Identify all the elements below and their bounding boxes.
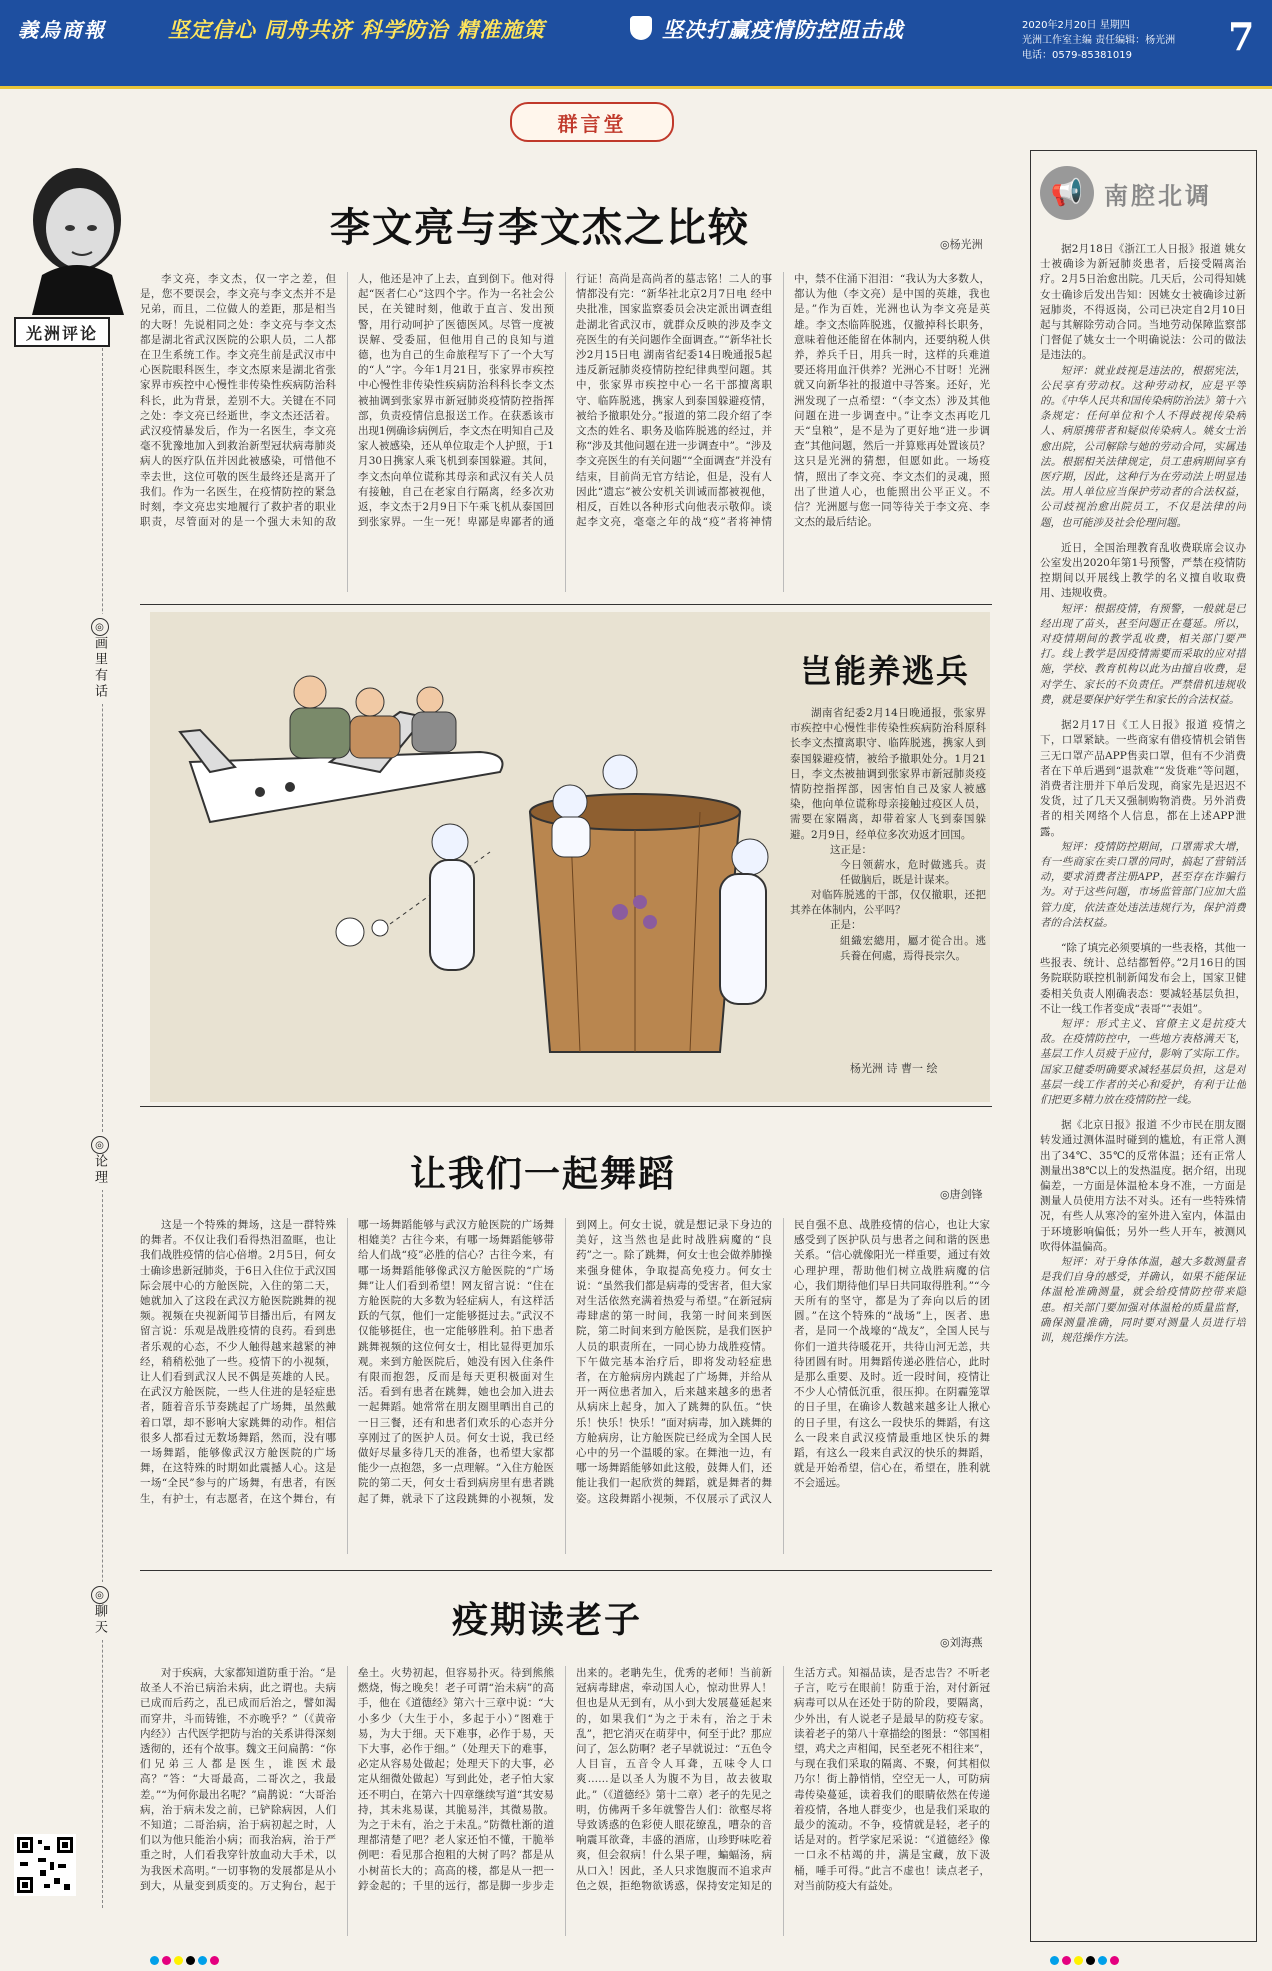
column-badge: [510, 102, 674, 142]
sidebar-news: 近日，全国治理教育乱收费联席会议办公室发出2020年第1号预警，严禁在疫情防控期间以开展线上教学的名义擅自收取费用、违规收费。: [1040, 541, 1246, 600]
tab-bullet-icon: ◎: [91, 1586, 109, 1604]
cartoon-credit: 杨光洲 诗 曹一 绘: [850, 1062, 938, 1075]
color-registration-dots-right: [1050, 1950, 1122, 1969]
sidebar-comment: 短评：形式主义、官僚主义是抗疫大敌。在疫情防控中，一些地方表格满天飞，基层工作人员疲于应付，影响了实际工作。国家卫健委明确要求减轻基层负担，这是对基层一线工作者的关心和爱护，有利于让他们把更多精力放在疫情防控一线。: [1040, 1017, 1246, 1106]
page-number: 7: [1228, 14, 1255, 59]
shield-icon: [630, 16, 652, 40]
issue-date: 2020年2月20日 星期四: [1022, 20, 1130, 31]
sidebar-news: 据2月17日《工人日报》报道 疫情之下，口罩紧缺。一些商家有借疫情机会销售三无口罩产品APP售卖口罩，但有不少消费者在下单后遇到“退款难”“发货难”等问题，消费者注册并下单后发现，商家先是迟迟不发货，过了几天又强制购物消费。另外消费者的相关网络个人信息，都在上述APP泄露。: [1040, 719, 1246, 838]
sidebar-comment: 短评：疫情防控期间，口罩需求大增，有一些商家在卖口罩的同时，搞起了营销活动，要求消费者注册APP，甚至存在诈骗行为。对于这些问题，市场监管部门应加大监管力度，依法查处违法违规行为，保护消费者的合法权益。: [1040, 840, 1246, 929]
sidebar-news: 据《北京日报》报道 不少市民在朋友圈转发通过测体温时碰到的尴尬，有正常人测出了34℃、35℃的反常体温；还有正常人测量出38℃以上的发热温度。据介绍，出现偏差，一方面是体温枪本身不准，一方面是测量人员使用方法不对头。还有一些特殊情况，有些人从寒冷的室外进入室内，体温由于环境影响偏低；另外一些人开车，被测风吹得体温偏高。: [1040, 1119, 1246, 1253]
sidebar-item: [1040, 718, 1246, 931]
sidebar-item: [1040, 541, 1246, 708]
cartoon-mid: 对临阵脱逃的干部，仅仅撤职，还把其养在体制内，公平吗？: [790, 889, 986, 917]
portrait-label-box: [14, 317, 110, 347]
sidebar-header-title: 南腔北调: [1104, 181, 1212, 210]
tab-bullet-icon: ◎: [91, 1136, 109, 1154]
article2-text: 这是一个特殊的舞场，这是一群特殊的舞者。不仅让我们看得热泪盈眶，也让我们战胜疫情的信心倍增。2月5日，何女士确诊患新冠肺炎，于6日入住位于武汉国际会展中心的方舱医院，入住的第二天，她就加入了这段在武汉方舱医院跳舞的视频。视频在央视新闻节目播出后，有网友留言说：乐观是战胜疫情的良药。看到患者乐观的心态，不少人触得越来越紧的神经，稍稍松弛了一些。疫情下的小视频，让人们看到武汉人民不偶是英雄的人民。在武汉方舱医院，一些人住进的是轻症患者，随着音乐节奏跳起了广场舞，虽然戴着口罩，却不影响大家跳舞的动作。相信很多人都看过无数场舞蹈，然而，没有哪一场舞蹈，能够像武汉方舱医院的广场舞，在这特殊的时期如此震撼人心。这是一场“全民”参与的广场舞，有患者，有医生，有护士，有志愿者，在这个舞台，有哪一场舞蹈能够与武汉方舱医院的广场舞相媲美？古往今来，有哪一场舞蹈能够带给人们战“疫”必胜的信心？古往今来，有哪一场舞蹈能够像武汉方舱医院的“广场舞”让人们看到希望！网友留言说：“住在方舱医院的大多数为轻症病人，有这样活跃的气氛，他们一定能够挺过去。”武汉不仅能够挺住，也一定能够胜利。拍下患者跳舞视频的这位何女士，相比显得更加乐观。来到方舱医院后，她没有因入住条件有限而抱怨，反而是每天更积极面对生活。看到有患者在跳舞，她也会加入进去一起舞蹈。她常常在朋友圈里晒出自己的一日三餐，还有和患者们欢乐的心态并分享刚过了的医护人员。何女士说，我已经做好尽量多待几天的准备，也希望大家都能少一点抱怨，多一点理解。“入住方舱医院的第二天，何女士看到病房里有患者跳起了舞，就录下了这段跳舞的小视频，发到网上。何女士说，就是想记录下身边的美好，这当然也是此时战胜病魔的“良药”之一。除了跳舞，何女士也会做养肺操来强身健体，争取提高免疫力。何女士说：“虽然我们都是病毒的受害者，但大家对生活依然充满着热爱与希望。”在新冠病毒肆虐的第一时间，我第一时间来到医院，第二时间来到方舱医院，是我们医护人员的职责所在，一同心协力战胜疫情。下午做完基本治疗后，即将发动轻症患者，在方舱病房内跳起了广场舞，并给从开一两位患者加入，后来越来越多的患者从病床上起身，加入了跳舞的队伍。“快乐！快乐！快乐！”面对病毒，加入跳舞的方舱病房，让方舱医院已经成为全国人民心中的另一个温暖的家。在舞池一边，有哪一场舞蹈能够如此这般，鼓舞人们，还能让我们一起欣赏的舞蹈，就是舞者的舞姿。这段舞蹈小视频，不仅展示了武汉人民自强不息、战胜疫情的信心，也让大家感受到了医护队员与患者之间和谐的医患关系。“信心就像阳光一样重要，通过有效心理护理，帮助他们树立战胜病魔的信心，我们期待他们早日共同取得胜利。”“今天所有的坚守，都是为了奔向以后的团圆。”在这个特殊的“战场”上，医者、患者，是同一个战壕的“战友”，全国人民与你们一道共待暖花开，共待山河无恙，共待团圆有时。用舞蹈传递必胜信心，此时是那么重要、及时。近一段时间，疫情让不少人心情低沉重，很压抑。在阴霾笼罩的日子里，在确诊人数越来越多让人揪心的日子里，有这么一段快乐的舞蹈，有这么一段来自武汉疫情最重地区快乐的舞蹈，有这么一段来自武汉的快乐的舞蹈，就是开始希望，信心在，希望在，胜利就不会遥远。: [140, 1219, 990, 1505]
left-rule: [102, 348, 103, 1908]
article3-body: [140, 1666, 990, 1936]
color-registration-dots-left: [150, 1950, 222, 1969]
cartoon-news: 湖南省纪委2月14日晚通报，张家界市疾控中心慢性非传染性疾病防治科原科长李文杰擅离职守、临阵脱逃，携家人到泰国躲避疫情，被给予撤职处分。1月21日，李文杰被抽调到张家界市新冠肺炎疫情防控指挥部，因害怕自己及家人被感染，他向单位谎称母亲接触过疫区人员，需要在家隔离，却带着家人飞到泰国躲避。2月9日，经单位多次劝返才回国。: [790, 707, 986, 841]
poem-verse-2: 組織宏總用，屬才從合出。逃兵養在何處，焉得長宗久。: [840, 934, 986, 962]
sidebar-comment: 短评：就业歧视是违法的，根据宪法，公民享有劳动权。这种劳动权，应是平等的。《中华人民共和国传染病防治法》第十六条规定：任何单位和个人不得歧视传染病人、病原携带者和疑似传染病人。姚女士治愈出院，公司解除与她的劳动合同，实属违法。根据相关法律规定，员工患病期间享有医疗期，因此，这种行为在劳动法上明显违法。用人单位应当保护劳动者的合法权益，公司歧视治愈出院员工，不仅是法律的问题，也可能涉及社会伦理问题。: [1040, 364, 1246, 529]
phone-line: 电话：0579-85381019: [1022, 50, 1132, 61]
divider-cartoon: [140, 1106, 992, 1107]
sidebar-item: [1040, 1118, 1246, 1346]
sidebar-tab-cartoon: [88, 614, 111, 704]
tab-bullet-icon: ◎: [91, 618, 109, 636]
poem-intro: 这正是：: [830, 843, 872, 856]
sidebar-header: [1040, 158, 1240, 228]
cartoon-text: [790, 706, 986, 1106]
divider-article1: [140, 604, 992, 605]
article3-author: ◎刘海燕: [940, 1636, 983, 1649]
article2-body: [140, 1218, 990, 1554]
sidebar-tab-label: 画里有话: [92, 636, 107, 700]
sidebar-news: 据2月18日《浙江工人日报》报道 姚女士被确诊为新冠肺炎患者，后接受隔离治疗。2月5日治愈出院。几天后，公司得知姚女士确诊后发出告知：因姚女士被确诊过新冠肺炎，不得返岗，公司已决定自2月10日起与其解除劳动合同。当地劳动保障监察部门督促了姚女士一个明确说法：公司的做法是违法的。: [1040, 243, 1246, 362]
article1-text: 李文亮，李文杰，仅一字之差，但是，您不要误会，李文亮与李文杰并不是兄弟，而且，二位做人的差距，那是相当的大呀！先说相同之处：李文亮与李文杰都是湖北省武汉医院的公职人员，二人都在卫生系统工作。李文亮生前是武汉市中心医院眼科医生，李文杰原来是湖北省张家界市疾控中心慢性非传染性疾病防治科科长，此为背景，差别不大。关键在不同之处：李文亮已经逝世，李文杰还活着。武汉疫情暴发后，作为一名医生，李文亮毫不犹豫地加入到救治新型冠状病毒肺炎病人的医疗队伍并因此被感染，可惜他不幸去世，这位可敬的医生最终还是离开了我们。作为一名医生，在疫情防控的紧急时刻，李文亮忠实地履行了救护者的职业职责，尽管面对的是一个强大未知的敌人，他还是冲了上去，直到倒下。他对得起“医者仁心”这四个字。作为一名社会公民，在关键时刻，他敢于直言、发出预警，用行动呵护了医德医风。尽管一度被误解、受委屈，但他用自己的良知与道德，也为自己的生命旅程写下了一个大写的“人”字。今年1月21日，张家界市疾控中心慢性非传染性疾病防治科科长李文杰被抽调到张家界市新冠肺炎疫情防控指挥部，负责疫情信息报送工作。在获悉该市出现1例确诊病例后，李文杰在明知自己及家人被感染，还从单位取走个人护照，于1月30日携家人乘飞机到泰国躲避。其间，李文杰向单位谎称其母亲和武汉有关人员有接触，自己在老家自行隔离，经多次劝返，李文杰于2月9日下午乘飞机从泰国回到张家界。一生一死！卑鄙是卑鄙者的通行证！高尚是高尚者的墓志铭！二人的事情都没有完：“新华社北京2月7日电 经中央批准，国家监察委员会决定派出调查组赴湖北省武汉市，就群众反映的涉及李文亮医生的有关问题作全面调查。”“新华社长沙2月15日电 湖南省纪委14日晚通报5起违反新冠肺炎疫情防控纪律典型问题。其中，张家界市疾控中心一名干部擅离职守、临阵脱逃，携家人到泰国躲避疫情，被给予撤职处分。”报道的第二段介绍了李文杰的姓名、职务及临阵脱逃的经过，并称“涉及其他问题在进一步调查中”。“涉及李文亮医生的有关问题”“全面调查”并没有结束，目前尚无官方结论，但是，没有人因此“遗忘”被公安机关训诫而都被视他，相反，百姓以各种形式向他表示敬仰。谈起李文亮，毫毫之年的战“疫”者将神情中，禁不住涌下泪泪：“我认为大多数人，都认为他（李文亮）是中国的英雄，我也是。”作为百姓，光洲也认为李文亮是英雄。李文杰临阵脱逃，仅撤掉科长职务，意味着他还能留在体制内，还要纳税人供养，养兵千日，用兵一时，这样的兵难道要还将用血汗供养？光洲心不甘呀！光洲就又向新华社的报道中寻答案。还好，光洲发现了一点希望：“（李文杰）涉及其他问题在进一步调查中。”让李文杰再吃几天“皇粮”，是不是为了更好地“进一步调查”其他问题，然后一并算账再处置该员？这只是光洲的猜想，但愿如此。一场疫情，照出了李文亮、李文杰们的灵魂，照出了世道人心，也能照出公平正义。不信？光洲愿与您一同等待关于李文亮、李文杰的最后结论。: [140, 273, 990, 529]
poem-intro-2: 正是：: [830, 919, 862, 932]
newspaper-logo: 義烏商報: [18, 18, 106, 42]
sidebar-content: [1040, 242, 1246, 1932]
cartoon-title: 岂能养逃兵: [800, 652, 971, 690]
masthead-slogan: [168, 14, 545, 44]
article3-title: 疫期读老子: [452, 1600, 643, 1641]
slogan-left: 坚定信心 同舟共济 科学防治 精准施策: [168, 18, 545, 42]
column-badge-text: 群言堂: [557, 111, 627, 136]
article2-title: 让我们一起舞蹈: [410, 1154, 677, 1195]
masthead-info: [1022, 18, 1175, 63]
cartoon-illustration: [150, 612, 770, 1102]
article3-text: 对于疾病，大家都知道防重于治。“是故圣人不治已病治未病，此之谓也。夫病已成而后药之，乱已成而后治之，譬如渴而穿井，斗而铸锥，不亦晚乎？”（《黄帝内经》）古代医学把防与治的关系讲得深刻透彻的，还有个故事。魏文王问扁鹊：“你们兄弟三人都是医生，谁医术最高？”答：“大哥最高，二哥次之，我最差。”“为何你最出名呢？”扁鹊说：“大哥治病，治于病未发之前，已铲除病因，人们不知道；二哥治病，治于病初起之时，人们以为他只能治小病；而我治病，治于严重之时，人们看我穿针放血动大手术，以为我医术高明。”一切事物的发展都是从小到大，从量变到质变的。万丈狗台，起于垒土。火势初起，但容易扑灭。待到熊熊燃烧，悔之晚矣！老子可谓“治未病”的高手，他在《道德经》第六十三章中说：“大小多少（大生于小，多起于小）”图难于易，为大于细。天下难事，必作于易，天下大事，必作于细。”（处理天下的难事，必定从容易处做起；处理天下的大事，必定从细微处做起）写到此处，老子怕大家还不明白，在第六十四章继续写道“其安易持，其未兆易谋，其脆易泮，其微易散。为之于未有，治之于未乱。”防微杜渐的道理都清楚了吧？老人家还怕不懂，干脆举例吧：看见那合抱粗的大树了吗？都是从小树苗长大的；高高的楼，都是从一把一鋍金起的；千里的远行，都是脚一步步走出来的。老聃先生，优秀的老师！当前新冠病毒肆虐，牵动国人心，惊动世界人！但也是从无到有，从小到大发展蔓延起来的，如果我们“为之于未有，治之于未乱”，把它消灭在萌芽中，何至于此？那应问了，怎么防啊？老子早就说过：“五色令人目盲，五音令人耳聋，五味令人口爽……是以圣人为腹不为目，故去彼取此。”（《道德经》第十二章）老子的先见之明，仿佛两千多年就警告人们：欲壑尽将导致诱惑的色彩使人眼花缭乱，嘈杂的音响震耳欲聋，丰盛的酒席，山珍野味吃着爽，但会叙病！什么果子哩，蝙蝠汤，病从口入！因此，圣人只求饱腹而不追求声色之娱，拒绝物欲诱惑，保持安定知足的生活方式。知福品读，是否忠告？不听老子言，吃亏在眼前！防重于治，对付新冠病毒可以从在还处于防的阶段，要隔离，少外出，有人说老子是最早的防疫专家。读着老子的第八十章描绘的图景：“邻国相望，鸡犬之声相闻，民至老死不相往来”，与现在我们采取的隔离、不聚，何其相似乃尔！街上静悄悄，空空无一人，可防病毒传染蔓延，读着我们的眼睛依然在传递着疫情，各地人群变少，也是我们采取的最少的流动。不争，疫情就是轻，老子的话是对的。哲学家尼采说：“《道德经》像一口永不枯竭的井，满是宝藏，放下汲桶，唾手可得。”此言不虚也！读点老子，对当前防疫大有益处。: [140, 1667, 990, 1892]
sidebar-tab-label: 论理: [92, 1154, 107, 1186]
megaphone-icon: 📢: [1040, 166, 1094, 220]
sidebar-tab-label: 聊天: [92, 1604, 107, 1636]
slogan-right: 坚决打赢疫情防控阻击战: [662, 18, 904, 42]
sidebar-comment: 短评：根据疫情，有预警，一般就是已经出现了苗头，甚至问题正在蔓延。所以，对疫情期间的教学乱收费，相关部门要严打。线上教学是因疫情需要而采取的应对措施，学校、教育机构以此为由擅自收费，是对学生、家长的不负责任。严禁借机违规收费，就是要保护好学生和家长的合法权益。: [1040, 602, 1246, 706]
sidebar-tab-chat: [88, 1582, 111, 1640]
qr-code: [14, 1834, 76, 1896]
poem-verse: 今日领薪水，危时做逃兵。责任做脑后，既是计谋来。: [840, 859, 986, 887]
divider-article2: [140, 1570, 992, 1571]
sidebar-item: [1040, 242, 1246, 531]
sidebar-tab-reasoning: [88, 1132, 111, 1190]
editor-line: 光洲工作室主编 责任编辑：杨光洲: [1022, 35, 1176, 46]
sidebar-news: “除了填完必须要填的一些表格，其他一些报表、统计、总结都暂停。”2月16日的国务院联防联控机制新闻发布会上，国家卫健委相关负责人刚确表态：要减轻基层负担，不让一线工作者变成“表哥”“表姐”。: [1040, 941, 1246, 1015]
portrait-label: 光洲评论: [25, 323, 98, 343]
article1-author: ◎杨光洲: [940, 238, 983, 251]
article1-body: [140, 272, 990, 592]
sidebar-item: [1040, 941, 1246, 1108]
portrait-illustration: [12, 150, 142, 315]
article1-title: 李文亮与李文杰之比较: [330, 205, 750, 251]
sidebar-comment: 短评：对于身体体温，越大多数测量者是我们自身的感受，并确认，如果不能保证体温枪准确测量，就会给疫情防控带来隐患。相关部门要加强对体温枪的质量监督，确保测量准确，同时要对测量人员进行培训，规范操作方法。: [1040, 1256, 1246, 1345]
masthead-rule: [0, 86, 1272, 89]
article2-author: ◎唐剑锋: [940, 1188, 983, 1201]
